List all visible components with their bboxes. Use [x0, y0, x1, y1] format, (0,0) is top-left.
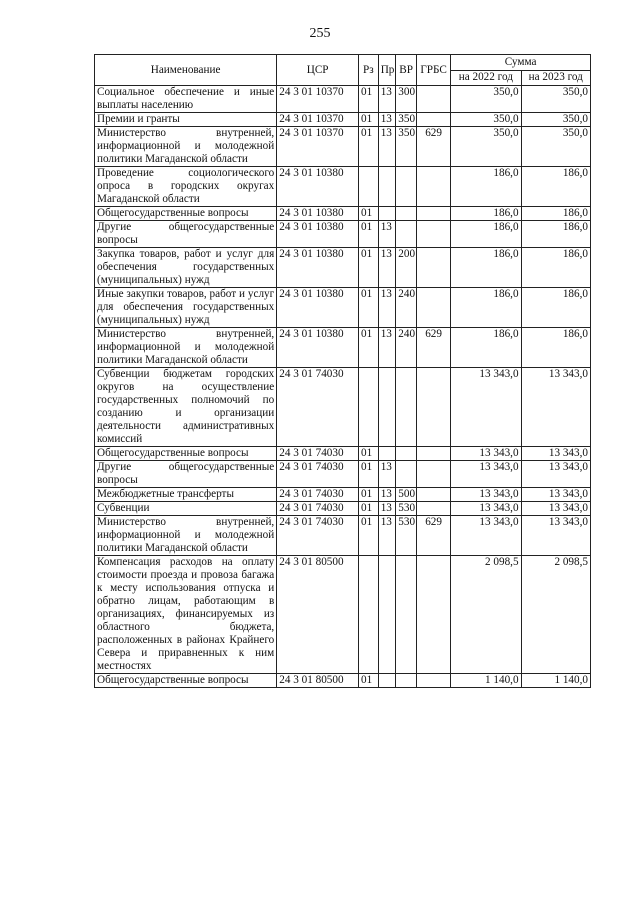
row-vr: 300	[396, 86, 417, 113]
row-sum-2022: 186,0	[451, 288, 521, 328]
row-vr	[396, 674, 417, 688]
row-pr: 13	[378, 516, 396, 556]
row-name: Общегосударственные вопросы	[95, 447, 277, 461]
table-row	[95, 221, 591, 248]
row-pr	[378, 447, 396, 461]
table-row	[95, 328, 591, 368]
table-row	[95, 556, 591, 674]
row-rz: 01	[359, 516, 379, 556]
row-pr	[378, 207, 396, 221]
row-rz: 01	[359, 288, 379, 328]
row-csr: 24 3 01 10370	[277, 127, 359, 167]
row-sum-2023: 350,0	[521, 127, 590, 167]
row-vr	[396, 447, 417, 461]
row-rz: 01	[359, 328, 379, 368]
table-header	[95, 55, 591, 86]
header-vr: ВР	[396, 55, 417, 86]
row-rz: 01	[359, 113, 379, 127]
row-csr: 24 3 01 10380	[277, 328, 359, 368]
row-csr: 24 3 01 74030	[277, 502, 359, 516]
row-grbs	[417, 221, 451, 248]
row-csr: 24 3 01 10380	[277, 288, 359, 328]
row-sum-2022: 186,0	[451, 248, 521, 288]
row-sum-2022: 186,0	[451, 221, 521, 248]
row-pr: 13	[378, 502, 396, 516]
row-rz: 01	[359, 248, 379, 288]
table-row	[95, 127, 591, 167]
row-sum-2022: 13 343,0	[451, 488, 521, 502]
row-sum-2023: 2 098,5	[521, 556, 590, 674]
row-sum-2022: 13 343,0	[451, 502, 521, 516]
row-name: Субвенции	[95, 502, 277, 516]
budget-table	[94, 54, 591, 688]
row-vr	[396, 556, 417, 674]
row-sum-2023: 1 140,0	[521, 674, 590, 688]
row-pr	[378, 674, 396, 688]
row-name: Социальное обеспечение и иные выплаты населению	[95, 86, 277, 113]
row-name: Премии и гранты	[95, 113, 277, 127]
row-sum-2023: 13 343,0	[521, 502, 590, 516]
row-grbs: 629	[417, 127, 451, 167]
row-vr: 350	[396, 127, 417, 167]
row-sum-2022: 13 343,0	[451, 368, 521, 447]
row-pr: 13	[378, 127, 396, 167]
row-vr	[396, 368, 417, 447]
row-csr: 24 3 01 74030	[277, 447, 359, 461]
row-vr: 530	[396, 516, 417, 556]
row-grbs	[417, 674, 451, 688]
header-grbs: ГРБС	[417, 55, 451, 86]
row-csr: 24 3 01 10370	[277, 86, 359, 113]
row-vr: 530	[396, 502, 417, 516]
row-name: Компенсация расходов на оплату стоимости проезда и провоза багажа к месту использования отпуска и обратно лицам, работающим в организациях, финансируемых из областного бюджета, расположенных в районах Крайнего Севера и приравненных к ним местностях	[95, 556, 277, 674]
row-pr	[378, 368, 396, 447]
row-rz: 01	[359, 502, 379, 516]
row-pr: 13	[378, 248, 396, 288]
row-csr: 24 3 01 74030	[277, 461, 359, 488]
row-sum-2022: 1 140,0	[451, 674, 521, 688]
row-sum-2023: 13 343,0	[521, 461, 590, 488]
row-name: Другие общегосударственные вопросы	[95, 461, 277, 488]
table-row	[95, 674, 591, 688]
row-name: Общегосударственные вопросы	[95, 674, 277, 688]
row-grbs	[417, 207, 451, 221]
row-csr: 24 3 01 10370	[277, 113, 359, 127]
row-sum-2023: 186,0	[521, 328, 590, 368]
row-grbs	[417, 447, 451, 461]
row-sum-2022: 13 343,0	[451, 516, 521, 556]
row-grbs	[417, 368, 451, 447]
row-grbs	[417, 86, 451, 113]
row-pr: 13	[378, 288, 396, 328]
row-grbs: 629	[417, 328, 451, 368]
row-sum-2022: 186,0	[451, 328, 521, 368]
row-csr: 24 3 01 10380	[277, 167, 359, 207]
row-pr	[378, 167, 396, 207]
row-grbs	[417, 488, 451, 502]
table-row	[95, 368, 591, 447]
row-sum-2023: 350,0	[521, 113, 590, 127]
row-csr: 24 3 01 10380	[277, 207, 359, 221]
row-sum-2022: 13 343,0	[451, 447, 521, 461]
table-row	[95, 86, 591, 113]
header-pr: Пр	[378, 55, 396, 86]
row-grbs	[417, 502, 451, 516]
header-rz: Рз	[359, 55, 379, 86]
row-sum-2022: 350,0	[451, 86, 521, 113]
row-pr	[378, 556, 396, 674]
row-grbs	[417, 556, 451, 674]
table-row	[95, 113, 591, 127]
row-vr: 240	[396, 328, 417, 368]
table-body	[95, 86, 591, 688]
table-row	[95, 288, 591, 328]
row-grbs	[417, 461, 451, 488]
table-row	[95, 207, 591, 221]
row-rz: 01	[359, 86, 379, 113]
row-rz	[359, 368, 379, 447]
row-name: Министерство внутренней, информационной и молодежной политики Магаданской области	[95, 127, 277, 167]
row-csr: 24 3 01 74030	[277, 488, 359, 502]
page-number: 255	[309, 26, 331, 41]
row-csr: 24 3 01 10380	[277, 248, 359, 288]
row-vr: 200	[396, 248, 417, 288]
header-year-2022: на 2022 год	[451, 70, 521, 86]
header-sum: Сумма	[451, 55, 591, 71]
row-rz: 01	[359, 207, 379, 221]
row-rz	[359, 556, 379, 674]
row-pr: 13	[378, 113, 396, 127]
row-vr	[396, 167, 417, 207]
row-grbs	[417, 248, 451, 288]
table-row	[95, 167, 591, 207]
table-row	[95, 488, 591, 502]
row-sum-2022: 2 098,5	[451, 556, 521, 674]
row-rz: 01	[359, 488, 379, 502]
table-row	[95, 516, 591, 556]
row-sum-2022: 186,0	[451, 167, 521, 207]
row-grbs	[417, 288, 451, 328]
row-name: Закупка товаров, работ и услуг для обеспечения государственных (муниципальных) нужд	[95, 248, 277, 288]
row-sum-2023: 13 343,0	[521, 488, 590, 502]
row-rz	[359, 167, 379, 207]
row-pr: 13	[378, 221, 396, 248]
row-rz: 01	[359, 447, 379, 461]
row-csr: 24 3 01 80500	[277, 674, 359, 688]
row-rz: 01	[359, 674, 379, 688]
row-sum-2022: 186,0	[451, 207, 521, 221]
row-rz: 01	[359, 221, 379, 248]
row-grbs	[417, 167, 451, 207]
row-pr: 13	[378, 328, 396, 368]
row-vr	[396, 207, 417, 221]
row-name: Общегосударственные вопросы	[95, 207, 277, 221]
row-rz: 01	[359, 127, 379, 167]
row-grbs	[417, 113, 451, 127]
row-csr: 24 3 01 10380	[277, 221, 359, 248]
row-sum-2022: 350,0	[451, 127, 521, 167]
row-name: Проведение социологического опроса в городских округах Магаданской области	[95, 167, 277, 207]
row-pr: 13	[378, 86, 396, 113]
row-vr	[396, 221, 417, 248]
row-sum-2023: 13 343,0	[521, 368, 590, 447]
row-sum-2023: 186,0	[521, 167, 590, 207]
row-csr: 24 3 01 74030	[277, 516, 359, 556]
row-name: Министерство внутренней, информационной и молодежной политики Магаданской области	[95, 516, 277, 556]
row-grbs: 629	[417, 516, 451, 556]
row-pr: 13	[378, 488, 396, 502]
table-row	[95, 248, 591, 288]
row-sum-2023: 13 343,0	[521, 516, 590, 556]
row-name: Иные закупки товаров, работ и услуг для обеспечения государственных (муниципальных) нужд	[95, 288, 277, 328]
row-vr: 240	[396, 288, 417, 328]
header-csr: ЦСР	[277, 55, 359, 86]
header-year-2023: на 2023 год	[521, 70, 590, 86]
row-sum-2023: 186,0	[521, 221, 590, 248]
row-sum-2023: 186,0	[521, 207, 590, 221]
row-name: Другие общегосударственные вопросы	[95, 221, 277, 248]
row-pr: 13	[378, 461, 396, 488]
row-vr: 350	[396, 113, 417, 127]
row-sum-2023: 350,0	[521, 86, 590, 113]
table-row	[95, 461, 591, 488]
table-row	[95, 502, 591, 516]
row-vr: 500	[396, 488, 417, 502]
row-vr	[396, 461, 417, 488]
row-name: Министерство внутренней, информационной и молодежной политики Магаданской области	[95, 328, 277, 368]
row-csr: 24 3 01 80500	[277, 556, 359, 674]
header-name: Наименование	[95, 55, 277, 86]
row-sum-2023: 186,0	[521, 288, 590, 328]
row-sum-2022: 13 343,0	[451, 461, 521, 488]
row-csr: 24 3 01 74030	[277, 368, 359, 447]
row-sum-2023: 13 343,0	[521, 447, 590, 461]
row-sum-2022: 350,0	[451, 113, 521, 127]
table-row	[95, 447, 591, 461]
row-rz: 01	[359, 461, 379, 488]
row-name: Межбюджетные трансферты	[95, 488, 277, 502]
row-sum-2023: 186,0	[521, 248, 590, 288]
row-name: Субвенции бюджетам городских округов на осуществление государственных полномочий по созданию и организации деятельности административных комиссий	[95, 368, 277, 447]
